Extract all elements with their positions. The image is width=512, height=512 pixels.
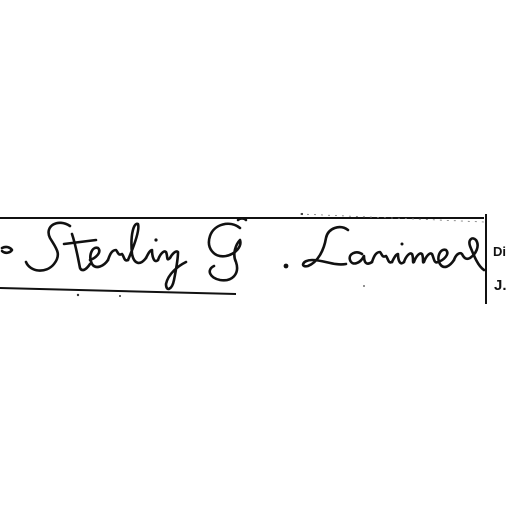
signature-field <box>0 200 512 310</box>
handwritten-signature <box>0 200 490 310</box>
truncated-label-top: Di <box>493 244 506 259</box>
truncated-label-bottom: J. <box>494 277 507 294</box>
